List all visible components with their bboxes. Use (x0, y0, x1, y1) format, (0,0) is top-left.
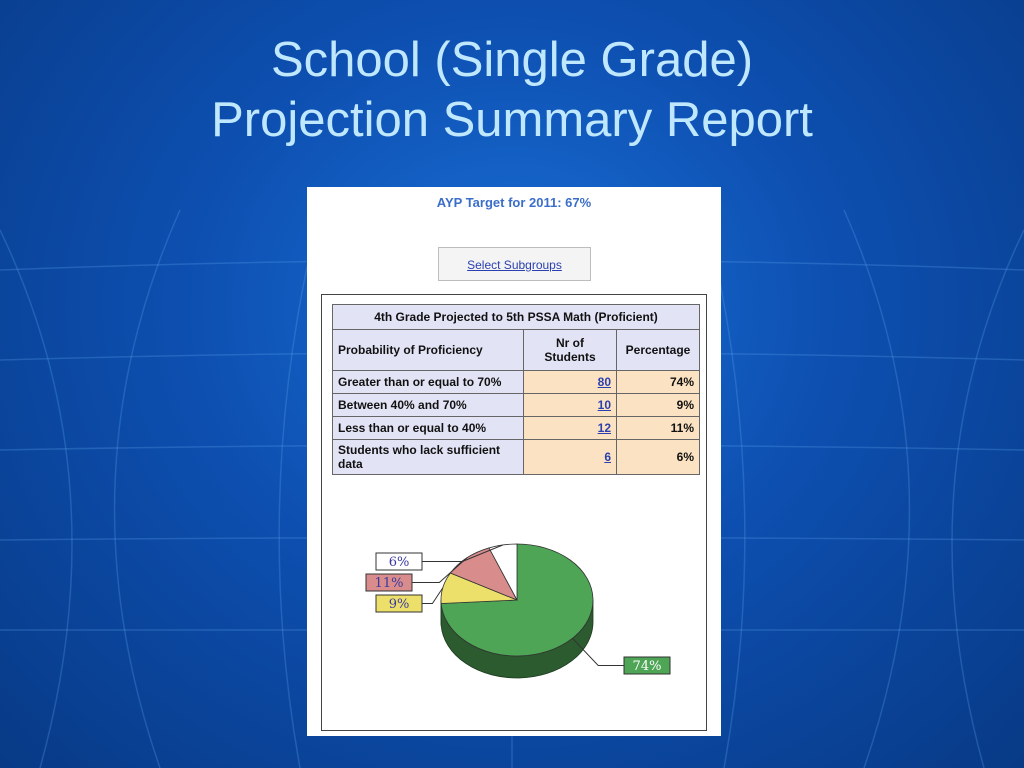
ayp-target-heading: AYP Target for 2011: 67% (436, 195, 592, 210)
row-label: Students who lack sufficient data (333, 440, 524, 475)
projection-frame (321, 294, 707, 731)
pie-data-label-4: 6% (388, 555, 410, 570)
slide-title-line-2: Projection Summary Report (211, 93, 813, 147)
students-count-link[interactable]: 80 (597, 375, 611, 389)
row-label: Greater than or equal to 70% (333, 371, 524, 394)
proficiency-pie-chart (342, 515, 702, 730)
report-panel (307, 187, 721, 736)
row-percentage: 74% (617, 371, 700, 394)
projection-table (332, 304, 700, 475)
table-row (333, 440, 700, 475)
pie-data-label-1: 74% (632, 659, 662, 674)
table-title: 4th Grade Projected to 5th PSSA Math (Proficient) (333, 305, 700, 330)
row-percentage: 11% (617, 417, 700, 440)
table-row (333, 417, 700, 440)
pie-leader-line-2 (422, 588, 443, 604)
column-header-probability: Probability of Proficiency (333, 330, 524, 371)
slide-title-line-1: School (Single Grade) (270, 33, 754, 87)
column-header-students: Nr of Students (524, 330, 617, 371)
table-row (333, 394, 700, 417)
students-count-link[interactable]: 10 (597, 398, 611, 412)
select-subgroups-button[interactable]: Select Subgroups (438, 247, 591, 281)
row-percentage: 6% (617, 440, 700, 475)
pie-data-label-2: 9% (388, 597, 410, 612)
slide-title (0, 30, 1024, 150)
students-count-link[interactable]: 6 (604, 450, 611, 464)
table-row (333, 371, 700, 394)
row-label: Less than or equal to 40% (333, 417, 524, 440)
row-label: Between 40% and 70% (333, 394, 524, 417)
row-percentage: 9% (617, 394, 700, 417)
pie-data-label-3: 11% (374, 576, 404, 591)
column-header-percentage: Percentage (617, 330, 700, 371)
students-count-link[interactable]: 12 (597, 421, 611, 435)
